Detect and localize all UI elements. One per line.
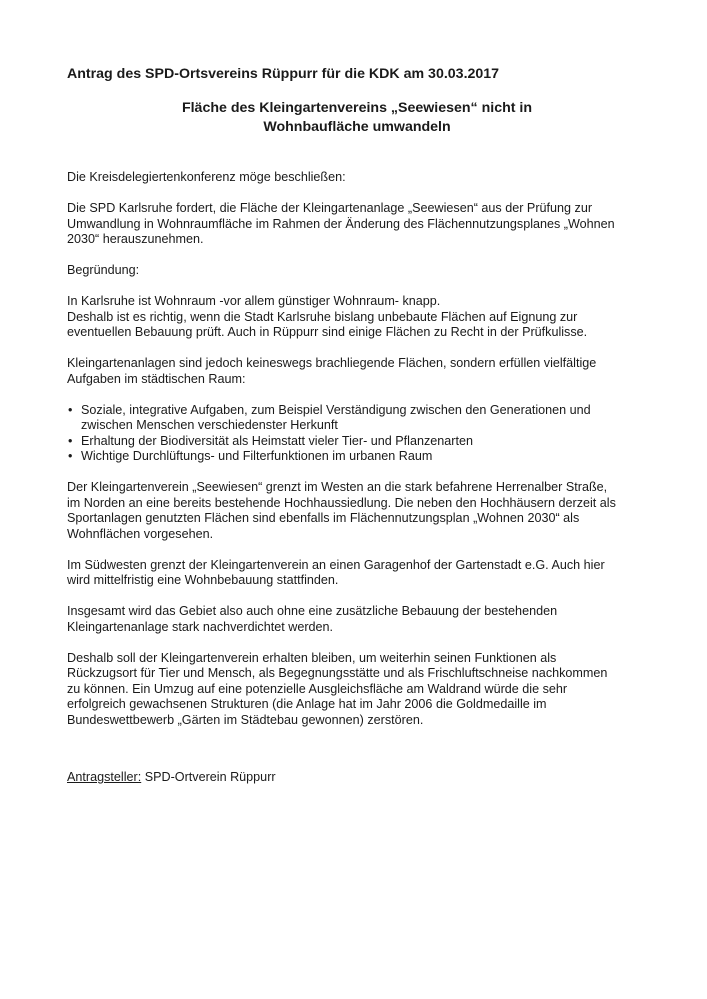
text-line: Die SPD Karlsruhe fordert, die Fläche der Kleingartenanlage „Seewiesen“ aus der Prüfung zur xyxy=(67,201,593,215)
text-line: Insgesamt wird das Gebiet also auch ohne eine zusätzliche Bebauung der bestehenden xyxy=(67,604,558,618)
list-item xyxy=(67,403,647,434)
text-line: Der Kleingartenverein „Seewiesen“ grenzt im Westen an die stark befahrene Herrenalber Straße, xyxy=(67,480,608,494)
motion-paragraph xyxy=(67,201,647,248)
title-line: Fläche des Kleingartenvereins „Seewiesen“ nicht in xyxy=(181,100,533,116)
title-line: Wohnbaufläche umwandeln xyxy=(263,119,451,135)
text-line: Erhaltung der Biodiversität als Heimstatt vieler Tier- und Pflanzenarten xyxy=(81,433,473,448)
text-line: Im Südwesten grenzt der Kleingartenverein an einen Garagenhof der Gartenstadt e.G. Auch hier xyxy=(67,557,605,572)
text-line: Bundeswettbewerb „Gärten im Städtebau gewonnen) zerstören. xyxy=(67,712,424,727)
intro-paragraph xyxy=(67,170,647,186)
text-line: Aufgaben im städtischen Raum: xyxy=(67,371,246,386)
paragraph-allotments xyxy=(67,356,647,387)
text-line: In Karlsruhe ist Wohnraum -vor allem günstiger Wohnraum- knapp. xyxy=(67,294,441,308)
text-line: wird mittelfristig eine Wohnbebauung stattfinden. xyxy=(67,573,339,587)
text-line: Sportanlagen genutzten Flächen sind ebenfalls im Flächennutzungsplan „Wohnen 2030“ als xyxy=(67,511,580,525)
applicant-signature xyxy=(67,770,276,786)
text-line: 2030“ herauszunehmen. xyxy=(67,232,204,246)
text-line: Deshalb soll der Kleingartenverein erhalten bleiben, um weiterhin seinen Funktionen als xyxy=(67,650,557,665)
document-title xyxy=(67,99,647,137)
paragraph-housing xyxy=(67,294,647,341)
paragraph-conclusion xyxy=(67,651,647,729)
text-line: Rückzugsort für Tier und Mensch, als Begegnungsstätte und als Frischluftschneise nachkommen xyxy=(67,666,608,680)
text-line: Deshalb ist es richtig, wenn die Stadt Karlsruhe bislang unbebaute Flächen auf Eignung zur xyxy=(67,309,578,324)
text-line: Soziale, integrative Aufgaben, zum Beispiel Verständigung zwischen den Generationen und xyxy=(81,402,591,417)
text-line: erfolgreich gewachsenen Strukturen (die Anlage hat im Jahr 2006 die Goldmedaille im xyxy=(67,697,547,711)
list-item xyxy=(67,449,647,465)
paragraph-location xyxy=(67,480,647,542)
applicant-label: Antragsteller: xyxy=(67,770,142,784)
bullet-icon: • xyxy=(68,402,73,417)
bullet-icon: • xyxy=(68,433,73,448)
text-line: Kleingartenanlage stark nachverdichtet werden. xyxy=(67,619,334,634)
bullet-icon: • xyxy=(68,449,73,463)
text-line: Wichtige Durchlüftungs- und Filterfunktionen im urbanen Raum xyxy=(81,449,433,463)
applicant-name: SPD-Ortverein Rüppurr xyxy=(141,770,276,784)
text-line: Wohnflächen vorgesehen. xyxy=(67,526,214,541)
text-line: zwischen Menschen verschiedenster Herkunft xyxy=(81,418,338,432)
paragraph-densification xyxy=(67,604,647,635)
text-line: Kleingartenanlagen sind jedoch keineswegs brachliegende Flächen, sondern erfüllen vielfältige xyxy=(67,356,597,370)
text-line: eventuellen Bebauung prüft. Auch in Rüppurr sind einige Flächen zu Recht in der Prüfkulisse. xyxy=(67,325,588,339)
reason-label xyxy=(67,263,647,279)
document-body xyxy=(67,170,647,744)
document-page xyxy=(67,66,647,784)
list-item xyxy=(67,434,647,450)
text-line: Begründung: xyxy=(67,263,140,277)
task-list xyxy=(67,403,647,465)
text-line: Umwandlung in Wohnraumfläche im Rahmen der Änderung des Flächennutzungsplanes „Wohnen xyxy=(67,216,615,231)
paragraph-southwest xyxy=(67,558,647,589)
document-heading: Antrag des SPD-Ortsvereins Rüppurr für die KDK am 30.03.2017 xyxy=(67,66,500,82)
text-line: zu können. Ein Umzug auf eine potenzielle Ausgleichsfläche am Waldrand würde die sehr xyxy=(67,681,568,696)
text-line: Die Kreisdelegiertenkonferenz möge beschließen: xyxy=(67,170,346,184)
text-line: im Norden an eine bereits bestehende Hochhaussiedlung. Die neben den Hochhäusern derzeit als xyxy=(67,495,616,510)
